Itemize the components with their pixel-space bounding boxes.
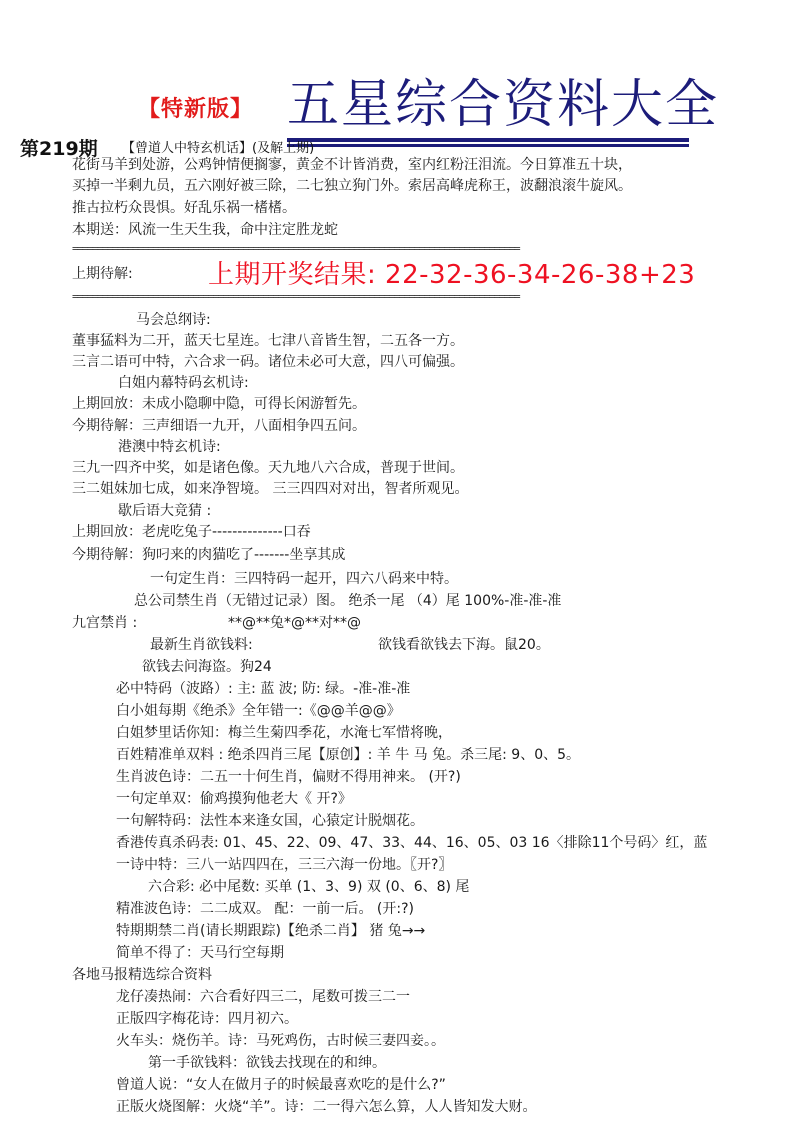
content-line: 总公司禁生肖（无错过记录）图。 绝杀一尾 （4）尾 100%-准-准-准 — [134, 593, 562, 609]
content-line: 今期待解：三声细语一九开，八面相争四五问。 — [72, 418, 366, 434]
last-draw-result: 上期开奖结果: 22-32-36-34-26-38+23 — [208, 260, 696, 290]
content-line: 百姓精准单双料 : 绝杀四肖三尾【原创】: 羊 牛 马 兔。杀三尾: 9、0、5。 — [116, 747, 581, 763]
poem-line: 推古拉朽众畏惧。好乱乐祸一榰榰。 — [72, 200, 296, 216]
content-line: 曾道人说：“女人在做月子的时候最喜欢吃的是什么?” — [116, 1077, 446, 1093]
content-line: 歇后语大竞猜 : — [118, 503, 212, 519]
content-line: **@**兔*@**对**@ — [228, 615, 361, 631]
issue-number: 第219期 — [20, 138, 98, 160]
result-label: 上期待解: — [72, 266, 133, 282]
content-line: 上期回放：老虎吃兔子--------------口吞 — [72, 524, 311, 540]
section-subtitle: 【曾道人中特玄机话】(及解上期) — [122, 141, 315, 156]
content-line: 董事猛料为二开，蓝天七星连。七津八音皆生智，二五各一方。 — [72, 333, 464, 349]
content-line: 港澳中特玄机诗: — [118, 439, 221, 455]
content-line: 白姐梦里话你知：梅兰生菊四季花，水淹七军惜将晚， — [116, 725, 452, 741]
content-line: 上期回放：未成小隐聊中隐，可得长闲游暂先。 — [72, 396, 366, 412]
content-line: 六合彩: 必中尾数: 买单 (1、3、9) 双 (0、6、8) 尾 — [148, 879, 470, 895]
content-line: 龙仔凑热闹：六合看好四三二，尾数可拨三二一 — [116, 989, 410, 1005]
content-line: 第一手欲钱料：欲钱去找现在的和绅。 — [148, 1055, 386, 1071]
content-line: 欲钱去问海盗。狗24 — [142, 659, 272, 675]
title-underline-thin — [287, 144, 689, 147]
content-line: 一句定生肖：三四特码一起开，四六八码来中特。 — [150, 571, 458, 587]
content-line: 三言二语可中特，六合求一码。诸位未必可大意，四八可偏强。 — [72, 354, 464, 370]
content-line: 一诗中特：三八一站四四在，三三六海一份地。〖开?〗 — [116, 857, 453, 873]
content-line: 欲钱看欲钱去下海。鼠20。 — [378, 637, 550, 653]
content-line: 马会总纲诗: — [136, 312, 211, 328]
content-line: 必中特码（波路）: 主: 蓝 波; 防: 绿。-准-准-准 — [116, 681, 411, 697]
content-line: 各地马报精选综合资料 — [72, 967, 212, 983]
content-line: 九宫禁肖 : — [72, 615, 138, 631]
content-line: 白姐内幕特码玄机诗: — [118, 375, 249, 391]
content-line: 三九一四齐中奖，如是诸色像。天九地八六合成，普现于世间。 — [72, 460, 464, 476]
poem-gift-line: 本期送：风流一生天生我，命中注定胜龙蛇 — [72, 222, 338, 238]
content-line: 特期期禁二肖(请长期跟踪)【绝杀二肖】 猪 兔→→ — [116, 923, 426, 939]
content-line: 香港传真杀码表: 01、45、22、09、47、33、44、16、05、03 16〈排除11个号码〉红，蓝 — [116, 835, 708, 851]
page-title: 五星综合资料大全 — [287, 75, 720, 135]
content-line: 一句定单双：偷鸡摸狗他老大《 开?》 — [116, 791, 352, 807]
poem-line: 买掉一半剩九员，五六刚好被三除，二七独立狗门外。索居高峰虎称王，波翻浪滚牛旋风。 — [72, 178, 632, 194]
content-line: 生肖波色诗：二五一十何生肖，偏财不得用神来。 (开?) — [116, 769, 461, 785]
content-line: 一句解特码：法性本来逢女国，心猿定计脱烟花。 — [116, 813, 424, 829]
content-line: 三二姐妹加七成，如来净智境。 三三四四对对出，智者所观见。 — [72, 481, 469, 497]
content-line: 最新生肖欲钱料: — [150, 637, 253, 653]
page-title-block — [287, 74, 719, 136]
content-line: 正版火烧图解：火烧“羊”。诗：二一得六怎么算，人人皆知发大财。 — [116, 1099, 537, 1115]
content-line: 正版四字梅花诗：四月初六。 — [116, 1011, 298, 1027]
content-line: 火车头：烧伤羊。诗：马死鸡伤，古时候三妻四妾。。 — [116, 1033, 445, 1049]
edition-badge: 【特新版】 — [138, 97, 254, 122]
title-underline-thick — [287, 138, 689, 142]
content-line: 简单不得了：天马行空每期 — [116, 945, 284, 961]
content-line: 今期待解：狗叼来的肉猫吃了-------坐享其成 — [72, 547, 346, 563]
content-line: 精准波色诗：二二成双。 配：一前一后。 (开:?) — [116, 901, 414, 917]
content-line: 白小姐每期《绝杀》全年错一:《@@羊@@》 — [116, 703, 401, 719]
separator-top: ========================================================================================= — [72, 242, 520, 255]
separator-bottom: ========================================================================================= — [72, 290, 520, 303]
poem-line: 花街马羊到处游，公鸡钟情便搁寥，黄金不计皆消费，室内红粉汪泪流。今日算准五十块， — [72, 157, 632, 173]
